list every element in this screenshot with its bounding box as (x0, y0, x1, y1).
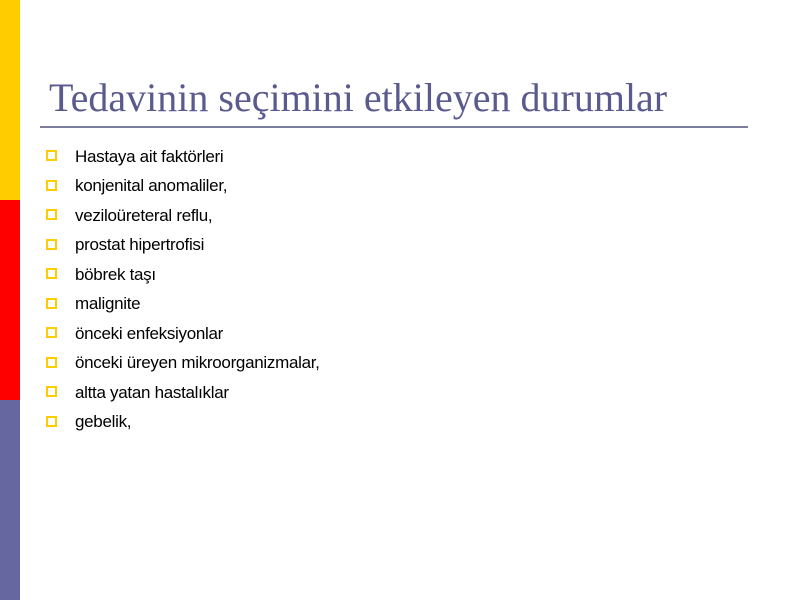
bullet-text: malignite (75, 294, 141, 314)
slide-title: Tedavinin seçimini etkileyen durumlar (49, 75, 668, 120)
decorative-stripe-red (0, 200, 20, 400)
square-bullet-icon (46, 298, 57, 309)
bullet-item (46, 319, 320, 349)
square-bullet-icon (46, 239, 57, 250)
title-divider (40, 126, 748, 128)
square-bullet-icon (46, 268, 57, 279)
bullet-item (46, 231, 320, 261)
bullet-item (46, 408, 320, 438)
bullet-item (46, 349, 320, 379)
bullet-list (46, 142, 320, 437)
square-bullet-icon (46, 180, 57, 191)
square-bullet-icon (46, 327, 57, 338)
bullet-item (46, 142, 320, 172)
bullet-item (46, 260, 320, 290)
bullet-text: konjenital anomaliler, (75, 176, 228, 196)
bullet-item (46, 290, 320, 320)
bullet-text: veziloüreteral reflu, (75, 205, 213, 225)
bullet-text: önceki enfeksiyonlar (75, 323, 224, 343)
decorative-stripe-blue (0, 400, 20, 600)
bullet-item (46, 201, 320, 231)
bullet-text: prostat hipertrofisi (75, 235, 205, 255)
square-bullet-icon (46, 357, 57, 368)
decorative-stripe-yellow (0, 0, 20, 200)
bullet-text: gebelik, (75, 412, 132, 432)
bullet-text: önceki üreyen mikroorganizmalar, (75, 353, 320, 373)
square-bullet-icon (46, 209, 57, 220)
bullet-text: altta yatan hastalıklar (75, 382, 229, 402)
square-bullet-icon (46, 416, 57, 427)
square-bullet-icon (46, 150, 57, 161)
bullet-text: böbrek taşı (75, 264, 156, 284)
square-bullet-icon (46, 386, 57, 397)
bullet-text: Hastaya ait faktörleri (75, 146, 224, 166)
bullet-item (46, 378, 320, 408)
bullet-item (46, 172, 320, 202)
